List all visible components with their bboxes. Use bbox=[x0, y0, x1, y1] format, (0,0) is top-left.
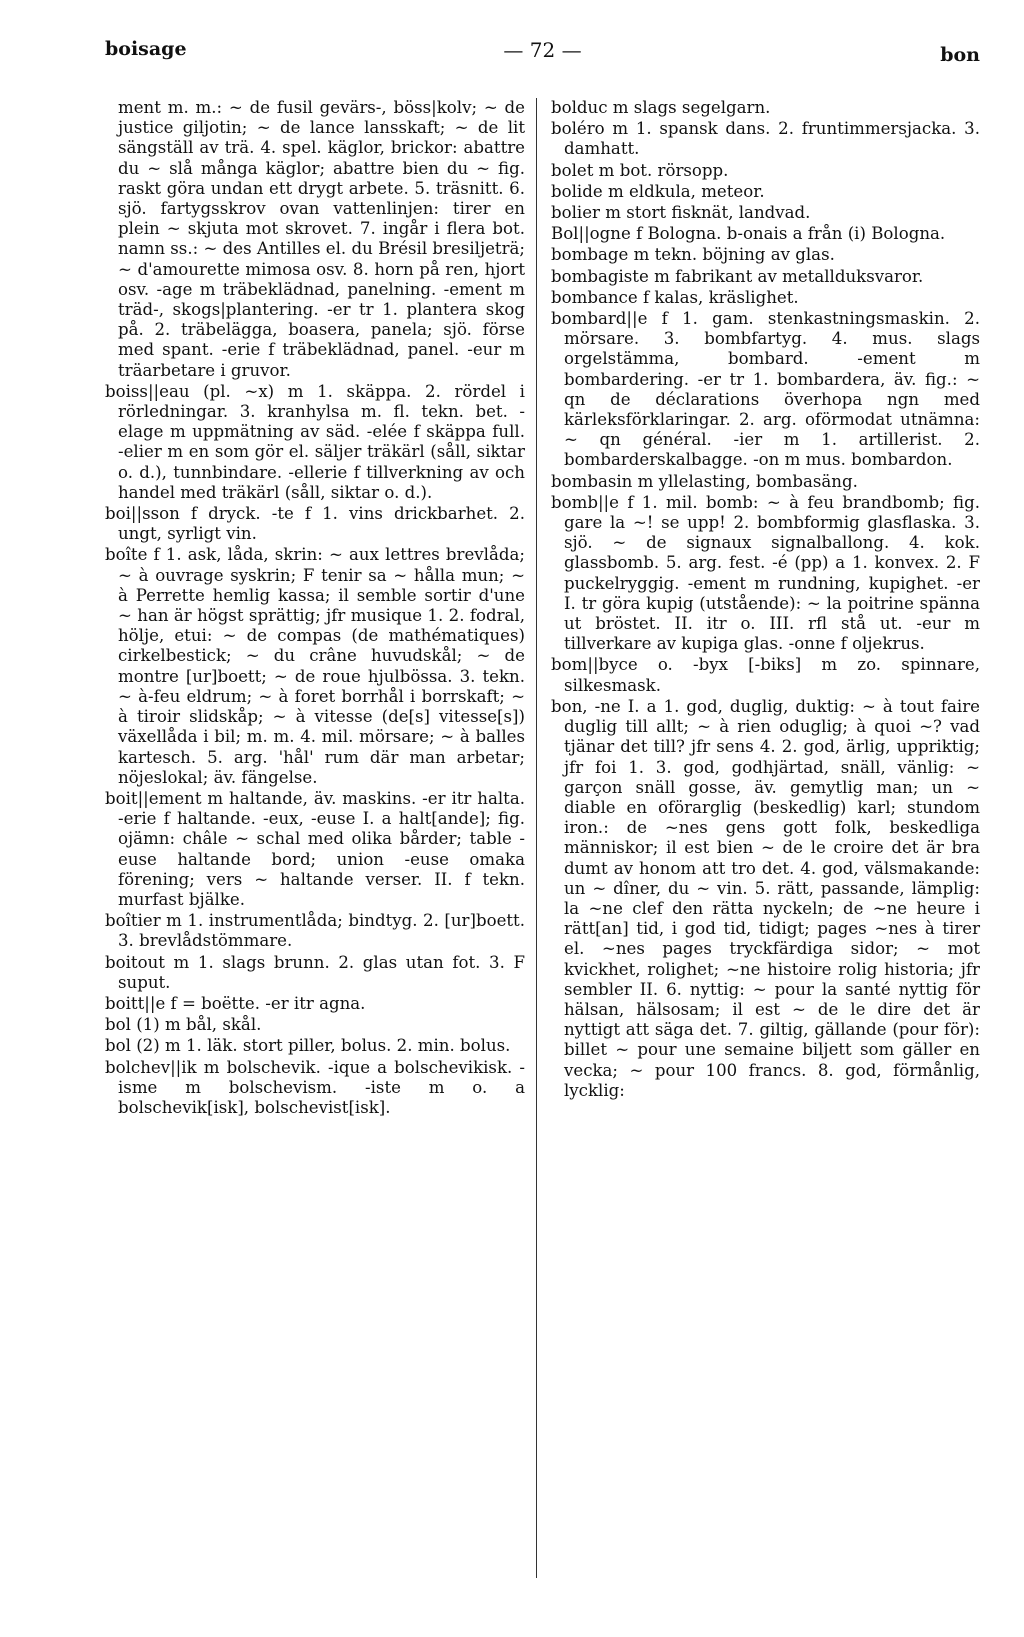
running-header bbox=[105, 38, 980, 78]
dictionary-entry: boiss||eau (pl. ~x) m 1. skäppa. 2. rördel i rörledningar. 3. kranhylsa m. fl. tekn. bet. -elage m uppmätning av säd. -elée f skäppa full. -elier m en som gör el. säljer träkärl (såll, siktar o. d.), tunnbindare. -ellerie f tillverkning av och handel med träkärl (såll, siktar o. d.). bbox=[105, 381, 525, 502]
left-column bbox=[105, 98, 525, 1119]
dictionary-entry: bolide m eldkula, meteor. bbox=[551, 181, 765, 201]
column-divider bbox=[536, 98, 537, 1578]
dictionary-entry: bolduc m slags segelgarn. bbox=[551, 98, 771, 117]
dictionary-entry: boitout m 1. slags brunn. 2. glas utan fot. 3. F suput. bbox=[105, 952, 525, 992]
dictionary-entry: bombage m tekn. böjning av glas. bbox=[551, 245, 835, 265]
dictionary-entry: ment m. m.: ~ de fusil gevärs-, böss|kolv; ~ de justice giljotin; ~ de lance lansskaft; ~ de lit sängställ av trä. 4. spel. käglor, brickor: abattre du ~ slå många käglor; abattre bien du ~ fig. raskt göra undan ett drygt arbete. 5. träsnitt. 6. sjö. fartygsskrov ovan vattenlinjen: tirer en plein ~ skjuta mot skrovet. 7. ingår i flera bot. namn ss.: ~ des Antilles el. du Brésil bresiljeträ; ~ d'amourette mimosa osv. 8. horn på ren, hjort osv. -age m träbeklädnad, panelning. -ement m träd-, skogs|plantering. -er tr 1. plantera skog på. 2. träbelägga, boasera, panela; sjö. förse med spant. -erie f träbeklädnad, panel. -eur m träarbetare i gruvor. bbox=[118, 98, 525, 380]
dictionary-entry: bombagiste m fabrikant av metallduksvaror. bbox=[551, 266, 924, 286]
dictionary-entry: bon, -ne I. a 1. god, duglig, duktig: ~ à tout faire duglig till allt; ~ à rien oduglig; à quoi ~? vad tjänar det till? jfr sens 4. 2. god, ärlig, uppriktig; jfr foi 1. 3. god, godhjärtad, snäll, vänlig: ~ garçon snäll gosse, äv. gemytlig man; un ~ diable en oförarglig (beskedlig) karl; stundom iron.: de ~nes gens gott folk, beskedliga människor; il est bien ~ de le croire det är bra dumt av honom att tro det. 4. god, välsmakande: un ~ dîner, du ~ vin. 5. rätt, passande, lämplig: la ~ne clef den rätta nyckeln; de ~ne heure i rätt[an] tid, i god tid, tidigt; pages ~nes à tirer el. ~nes pages tryckfärdiga sidor; ~ mot kvickhet, rolighet; ~ne histoire rolig historia; jfr sembler II. 6. nyttig: ~ pour la santé nyttig för hälsan, hälsosam; il est ~ de le dire det är nyttigt att säga det. 7. giltig, gällande (pour för): billet ~ pour une semaine biljett som gäller en vecka; ~ pour 100 francs. 8. god, förmånlig, lycklig: bbox=[551, 696, 980, 1100]
dictionary-entry: Bol||ogne f Bologna. b-onais a från (i) Bologna. bbox=[551, 224, 946, 244]
right-column bbox=[551, 98, 980, 1102]
dictionary-entry: boléro m 1. spansk dans. 2. fruntimmersjacka. 3. damhatt. bbox=[551, 119, 980, 159]
dictionary-entry: boitt||e f = boëtte. -er itr agna. bbox=[105, 993, 366, 1013]
header-first-word: boisage bbox=[105, 38, 187, 60]
dictionary-entry: boîtier m 1. instrumentlåda; bindtyg. 2. [ur]boett. 3. brevlådstömmare. bbox=[105, 911, 525, 951]
dictionary-entry: bombance f kalas, kräslighet. bbox=[551, 287, 799, 307]
page-number: — 72 — bbox=[503, 38, 582, 62]
dictionary-entry: bombard||e f 1. gam. stenkastningsmaskin. 2. mörsare. 3. bombfartyg. 4. mus. slags orgelstämma, bombard. -ement m bombardering. -er tr 1. bombardera, äv. fig.: ~ qn de déclarations överhopa ngn med kärleksförklaringar. 2. arg. oförmodat utnämna: ~ qn général. -ier m 1. artillerist. 2. bombarderskalbagge. -on m mus. bombardon. bbox=[551, 309, 980, 470]
dictionary-entry: bolier m stort fisknät, landvad. bbox=[551, 203, 811, 223]
dictionary-entry: bol (1) m bål, skål. bbox=[105, 1015, 262, 1035]
dictionary-entry: bomb||e f 1. mil. bomb: ~ à feu brandbomb; fig. gare la ~! se upp! 2. bombformig glasflaska. 3. sjö. ~ de signaux signalballong. 4. kok. glassbomb. 5. arg. fest. -é (pp) a 1. konvex. 2. F puckelryggig. -ement m rundning, kupighet. -er I. tr göra kupig (utstående): ~ la poitrine spänna ut bröstet. II. itr o. III. rfl stå ut. -eur m tillverkare av kupiga glas. -onne f oljekrus. bbox=[551, 492, 980, 654]
dictionary-entry: bol (2) m 1. läk. stort piller, bolus. 2. min. bolus. bbox=[105, 1036, 511, 1056]
header-last-word: bon bbox=[940, 44, 980, 66]
dictionary-entry: bolet m bot. rörsopp. bbox=[551, 160, 729, 180]
dictionary-entry: bolchev||ik m bolschevik. -ique a bolschevikisk. -isme m bolschevism. -iste m o. a bolschevik[isk], bolschevist[isk]. bbox=[105, 1057, 525, 1117]
dictionary-entry: boi||sson f dryck. -te f 1. vins drickbarhet. 2. ungt, syrligt vin. bbox=[105, 504, 525, 544]
dictionary-entry: bombasin m yllelasting, bombasäng. bbox=[551, 471, 858, 491]
dictionary-entry: bom||byce o. -byx [-biks] m zo. spinnare, silkesmask. bbox=[551, 655, 980, 695]
dictionary-entry: boit||ement m haltande, äv. maskins. -er itr halta. -erie f haltande. -eux, -euse I. a halt[ande]; fig. ojämn: châle ~ schal med olika bårder; table -euse haltande bord; union -euse omaka förening; vers ~ haltande verser. II. f tekn. murfast bjälke. bbox=[105, 788, 525, 909]
dictionary-entry: boîte f 1. ask, låda, skrin: ~ aux lettres brevlåda; ~ à ouvrage syskrin; F tenir sa ~ hålla mun; ~ à Perrette hemlig kassa; il semble sortir d'une ~ han är högst sprättig; jfr musique 1. 2. fodral, hölje, etui: ~ de compas (de mathématiques) cirkelbestick; ~ du crâne huvudskål; ~ de montre [ur]boett; ~ de roue hjulbössa. 3. tekn. ~ à-feu eldrum; ~ à foret borrhål i borrskaft; ~ à tiroir slidskåp; ~ à vitesse (de[s] vitesse[s]) växellåda i bil; m. m. 4. mil. mörsare; ~ à balles kartesch. 5. arg. 'hål' rum där man arbetar; nöjeslokal; äv. fängelse. bbox=[105, 545, 525, 787]
